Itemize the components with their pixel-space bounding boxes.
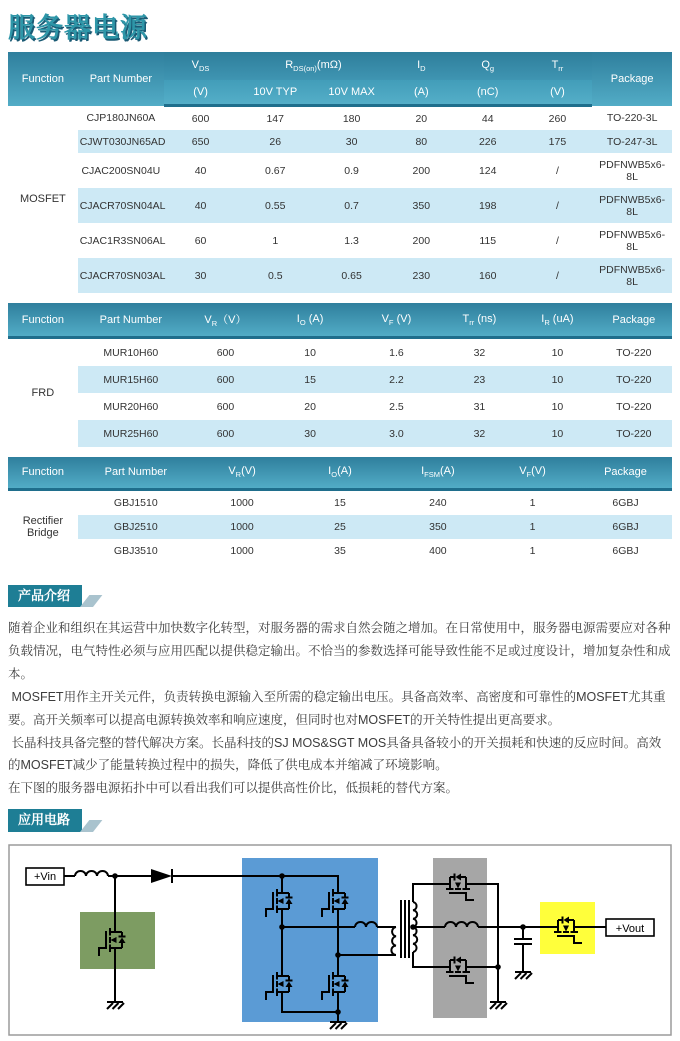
intro-section-badge: 产品介绍 (8, 585, 82, 608)
application-circuit-section (8, 809, 672, 1041)
intro-paragraph: 长晶科技具备完整的替代解决方案。长晶科技的SJ MOS&SGT MOS具备具备较小的开关损耗和快速的反应时间。高效的MOSFET减少了能量转换过程中的损失，降低了供电成本并缩减了环境影响。 (8, 735, 662, 773)
column-header: $V_R(V)$ (184, 303, 267, 338)
table-cell: 10 (519, 393, 595, 420)
table-cell: 0.7 (313, 188, 389, 223)
vin-label: +Vin (33, 870, 57, 883)
table-cell: 230 (390, 258, 453, 293)
column-header: $I_{FSM}(A)$ (390, 457, 486, 489)
column-header: $V_R(V)$ (194, 457, 290, 489)
table-cell: 30 (164, 258, 237, 293)
column-header: (A) (390, 80, 453, 106)
table-cell: 6GBJ (579, 539, 672, 563)
table-cell: 31 (440, 393, 520, 420)
table-cell: 10 (267, 338, 353, 367)
column-header: $I_D$ (390, 52, 453, 80)
table-cell: 650 (164, 130, 237, 153)
vout-label: +Vout (615, 922, 645, 935)
column-header: Package (592, 52, 672, 106)
table-cell: 1.3 (313, 223, 389, 258)
function-cell: MOSFET (8, 106, 78, 294)
table-cell: 20 (267, 393, 353, 420)
table-cell: 350 (390, 515, 486, 539)
parameter-table (8, 457, 672, 562)
function-cell: FRD (8, 338, 78, 448)
column-header: 10V TYP (237, 80, 313, 106)
table-cell: PDFNWB5x6-8L (592, 258, 672, 293)
table-cell: TO-220 (596, 393, 672, 420)
table-cell: 1000 (194, 515, 290, 539)
table-cell: 80 (390, 130, 453, 153)
table-cell: CJACR70SN04AL (78, 188, 164, 223)
table-cell: PDFNWB5x6-8L (592, 223, 672, 258)
table-cell: 600 (164, 106, 237, 131)
intro-paragraph: 在下图的服务器电源拓扑中可以看出我们可以提供高性价比，低损耗的替代方案。 (8, 781, 459, 796)
parameter-table (8, 303, 672, 447)
table-cell: 0.5 (237, 258, 313, 293)
column-header: $T_{rr}$ (523, 52, 593, 80)
table-cell: CJAC200SN04U (78, 153, 164, 188)
table-cell: 44 (453, 106, 523, 131)
table-cell: 10 (519, 420, 595, 447)
column-header: $I_R$ (uA) (519, 303, 595, 338)
table-cell: 1 (486, 489, 579, 515)
mosfet-table-section (8, 52, 672, 293)
circuit-section-badge: 应用电路 (8, 809, 82, 832)
table-cell: 32 (440, 338, 520, 367)
column-header: Package (579, 457, 672, 489)
intro-paragraph: MOSFET用作主开关元件，负责转换电源输入至所需的稳定输出电压。具备高效率、高密度和可靠性的MOSFET尤其重要。高开关频率可以提高电源转换效率和响应速度，但同时也对MOSFET的开关特性提出更高要求。 (8, 689, 666, 727)
table-cell: GBJ2510 (78, 515, 194, 539)
table-row (8, 106, 672, 131)
table-cell: 60 (164, 223, 237, 258)
parameter-table (8, 52, 672, 293)
table-cell: 26 (237, 130, 313, 153)
table-cell: CJWT030JN65AD (78, 130, 164, 153)
product-intro-section (8, 585, 672, 801)
column-header: (V) (164, 80, 237, 106)
table-cell: 40 (164, 153, 237, 188)
column-header: Part Number (78, 303, 184, 338)
table-cell: 10 (519, 366, 595, 393)
table-cell: 200 (390, 223, 453, 258)
table-cell: 35 (290, 539, 390, 563)
column-header: Package (596, 303, 672, 338)
table-cell: 23 (440, 366, 520, 393)
column-header: $I_O$ (A) (267, 303, 353, 338)
table-row (8, 188, 672, 223)
boost-region (80, 912, 155, 969)
column-header: $Q_g$ (453, 52, 523, 80)
column-header: $V_F$ (V) (353, 303, 439, 338)
table-cell: / (523, 153, 593, 188)
table-cell: 6GBJ (579, 489, 672, 515)
table-cell: TO-220 (596, 420, 672, 447)
table-cell: 15 (290, 489, 390, 515)
table-row (8, 258, 672, 293)
column-header: $T_{rr}$ (ns) (440, 303, 520, 338)
table-cell: 600 (184, 366, 267, 393)
table-cell: 20 (390, 106, 453, 131)
function-cell: Rectifier Bridge (8, 489, 78, 563)
column-header: (V) (523, 80, 593, 106)
table-row (8, 130, 672, 153)
table-row (8, 393, 672, 420)
table-cell: MUR15H60 (78, 366, 184, 393)
table-cell: 240 (390, 489, 486, 515)
table-cell: 25 (290, 515, 390, 539)
table-cell: / (523, 223, 593, 258)
table-cell: PDFNWB5x6-8L (592, 188, 672, 223)
column-header: $V_F(V)$ (486, 457, 579, 489)
table-cell: / (523, 258, 593, 293)
frd-table-section (8, 303, 672, 447)
table-cell: / (523, 188, 593, 223)
column-header: $I_O(A)$ (290, 457, 390, 489)
column-header: (nC) (453, 80, 523, 106)
table-cell: GBJ1510 (78, 489, 194, 515)
table-cell: 15 (267, 366, 353, 393)
page-title: 服务器电源 (8, 13, 148, 43)
table-cell: 115 (453, 223, 523, 258)
table-cell: 180 (313, 106, 389, 131)
table-cell: 30 (313, 130, 389, 153)
table-cell: 2.2 (353, 366, 439, 393)
table-cell: 350 (390, 188, 453, 223)
table-cell: 600 (184, 338, 267, 367)
table-row (8, 153, 672, 188)
rectifier-bridge-table-section (8, 457, 672, 562)
table-cell: 226 (453, 130, 523, 153)
column-header: $R_{DS(on)}(m\Omega)$ (237, 52, 390, 80)
column-header: Function (8, 303, 78, 338)
column-header: $V_{DS}$ (164, 52, 237, 80)
table-cell: 600 (184, 420, 267, 447)
table-cell: 0.67 (237, 153, 313, 188)
table-row (8, 338, 672, 367)
table-cell: CJACR70SN03AL (78, 258, 164, 293)
table-cell: GBJ3510 (78, 539, 194, 563)
table-row (8, 366, 672, 393)
table-cell: CJAC1R3SN06AL (78, 223, 164, 258)
table-cell: 400 (390, 539, 486, 563)
table-cell: 40 (164, 188, 237, 223)
table-cell: TO-220 (596, 366, 672, 393)
table-cell: 600 (184, 393, 267, 420)
table-row (8, 515, 672, 539)
table-cell: 10 (519, 338, 595, 367)
column-header: Part Number (78, 457, 194, 489)
column-header: Function (8, 52, 78, 106)
table-cell: 1 (486, 515, 579, 539)
table-cell: MUR25H60 (78, 420, 184, 447)
table-cell: 3.0 (353, 420, 439, 447)
table-cell: CJP180JN60A (78, 106, 164, 131)
table-cell: 1 (237, 223, 313, 258)
table-row (8, 539, 672, 563)
column-header: Function (8, 457, 78, 489)
table-cell: 198 (453, 188, 523, 223)
column-header: Part Number (78, 52, 164, 106)
table-cell: 30 (267, 420, 353, 447)
table-cell: 1000 (194, 489, 290, 515)
table-row (8, 223, 672, 258)
table-cell: 160 (453, 258, 523, 293)
intro-paragraphs (8, 617, 672, 800)
table-cell: 1000 (194, 539, 290, 563)
table-cell: TO-220 (596, 338, 672, 367)
table-cell: MUR10H60 (78, 338, 184, 367)
table-cell: 2.5 (353, 393, 439, 420)
table-cell: 0.65 (313, 258, 389, 293)
table-cell: PDFNWB5x6-8L (592, 153, 672, 188)
table-cell: 0.55 (237, 188, 313, 223)
table-cell: 200 (390, 153, 453, 188)
table-row (8, 420, 672, 447)
column-header: 10V MAX (313, 80, 389, 106)
table-cell: 124 (453, 153, 523, 188)
table-cell: TO-247-3L (592, 130, 672, 153)
sync-rect-region (433, 858, 487, 1018)
table-cell: 147 (237, 106, 313, 131)
table-cell: 6GBJ (579, 515, 672, 539)
table-cell: 1.6 (353, 338, 439, 367)
table-cell: 0.9 (313, 153, 389, 188)
table-cell: TO-220-3L (592, 106, 672, 131)
table-cell: 260 (523, 106, 593, 131)
intro-paragraph: 随着企业和组织在其运营中加快数字化转型，对服务器的需求自然会随之增加。在日常使用中，服务器电源需要应对各种负载情况，电气特性必须与应用匹配以提供稳定输出。不恰当的参数选择可能导致性能不足或过度设计，增加复杂性和成本。 (8, 621, 671, 681)
table-cell: MUR20H60 (78, 393, 184, 420)
table-cell: 1 (486, 539, 579, 563)
circuit-diagram-box (8, 844, 672, 1041)
table-row (8, 489, 672, 515)
table-cell: 32 (440, 420, 520, 447)
table-cell: 175 (523, 130, 593, 153)
